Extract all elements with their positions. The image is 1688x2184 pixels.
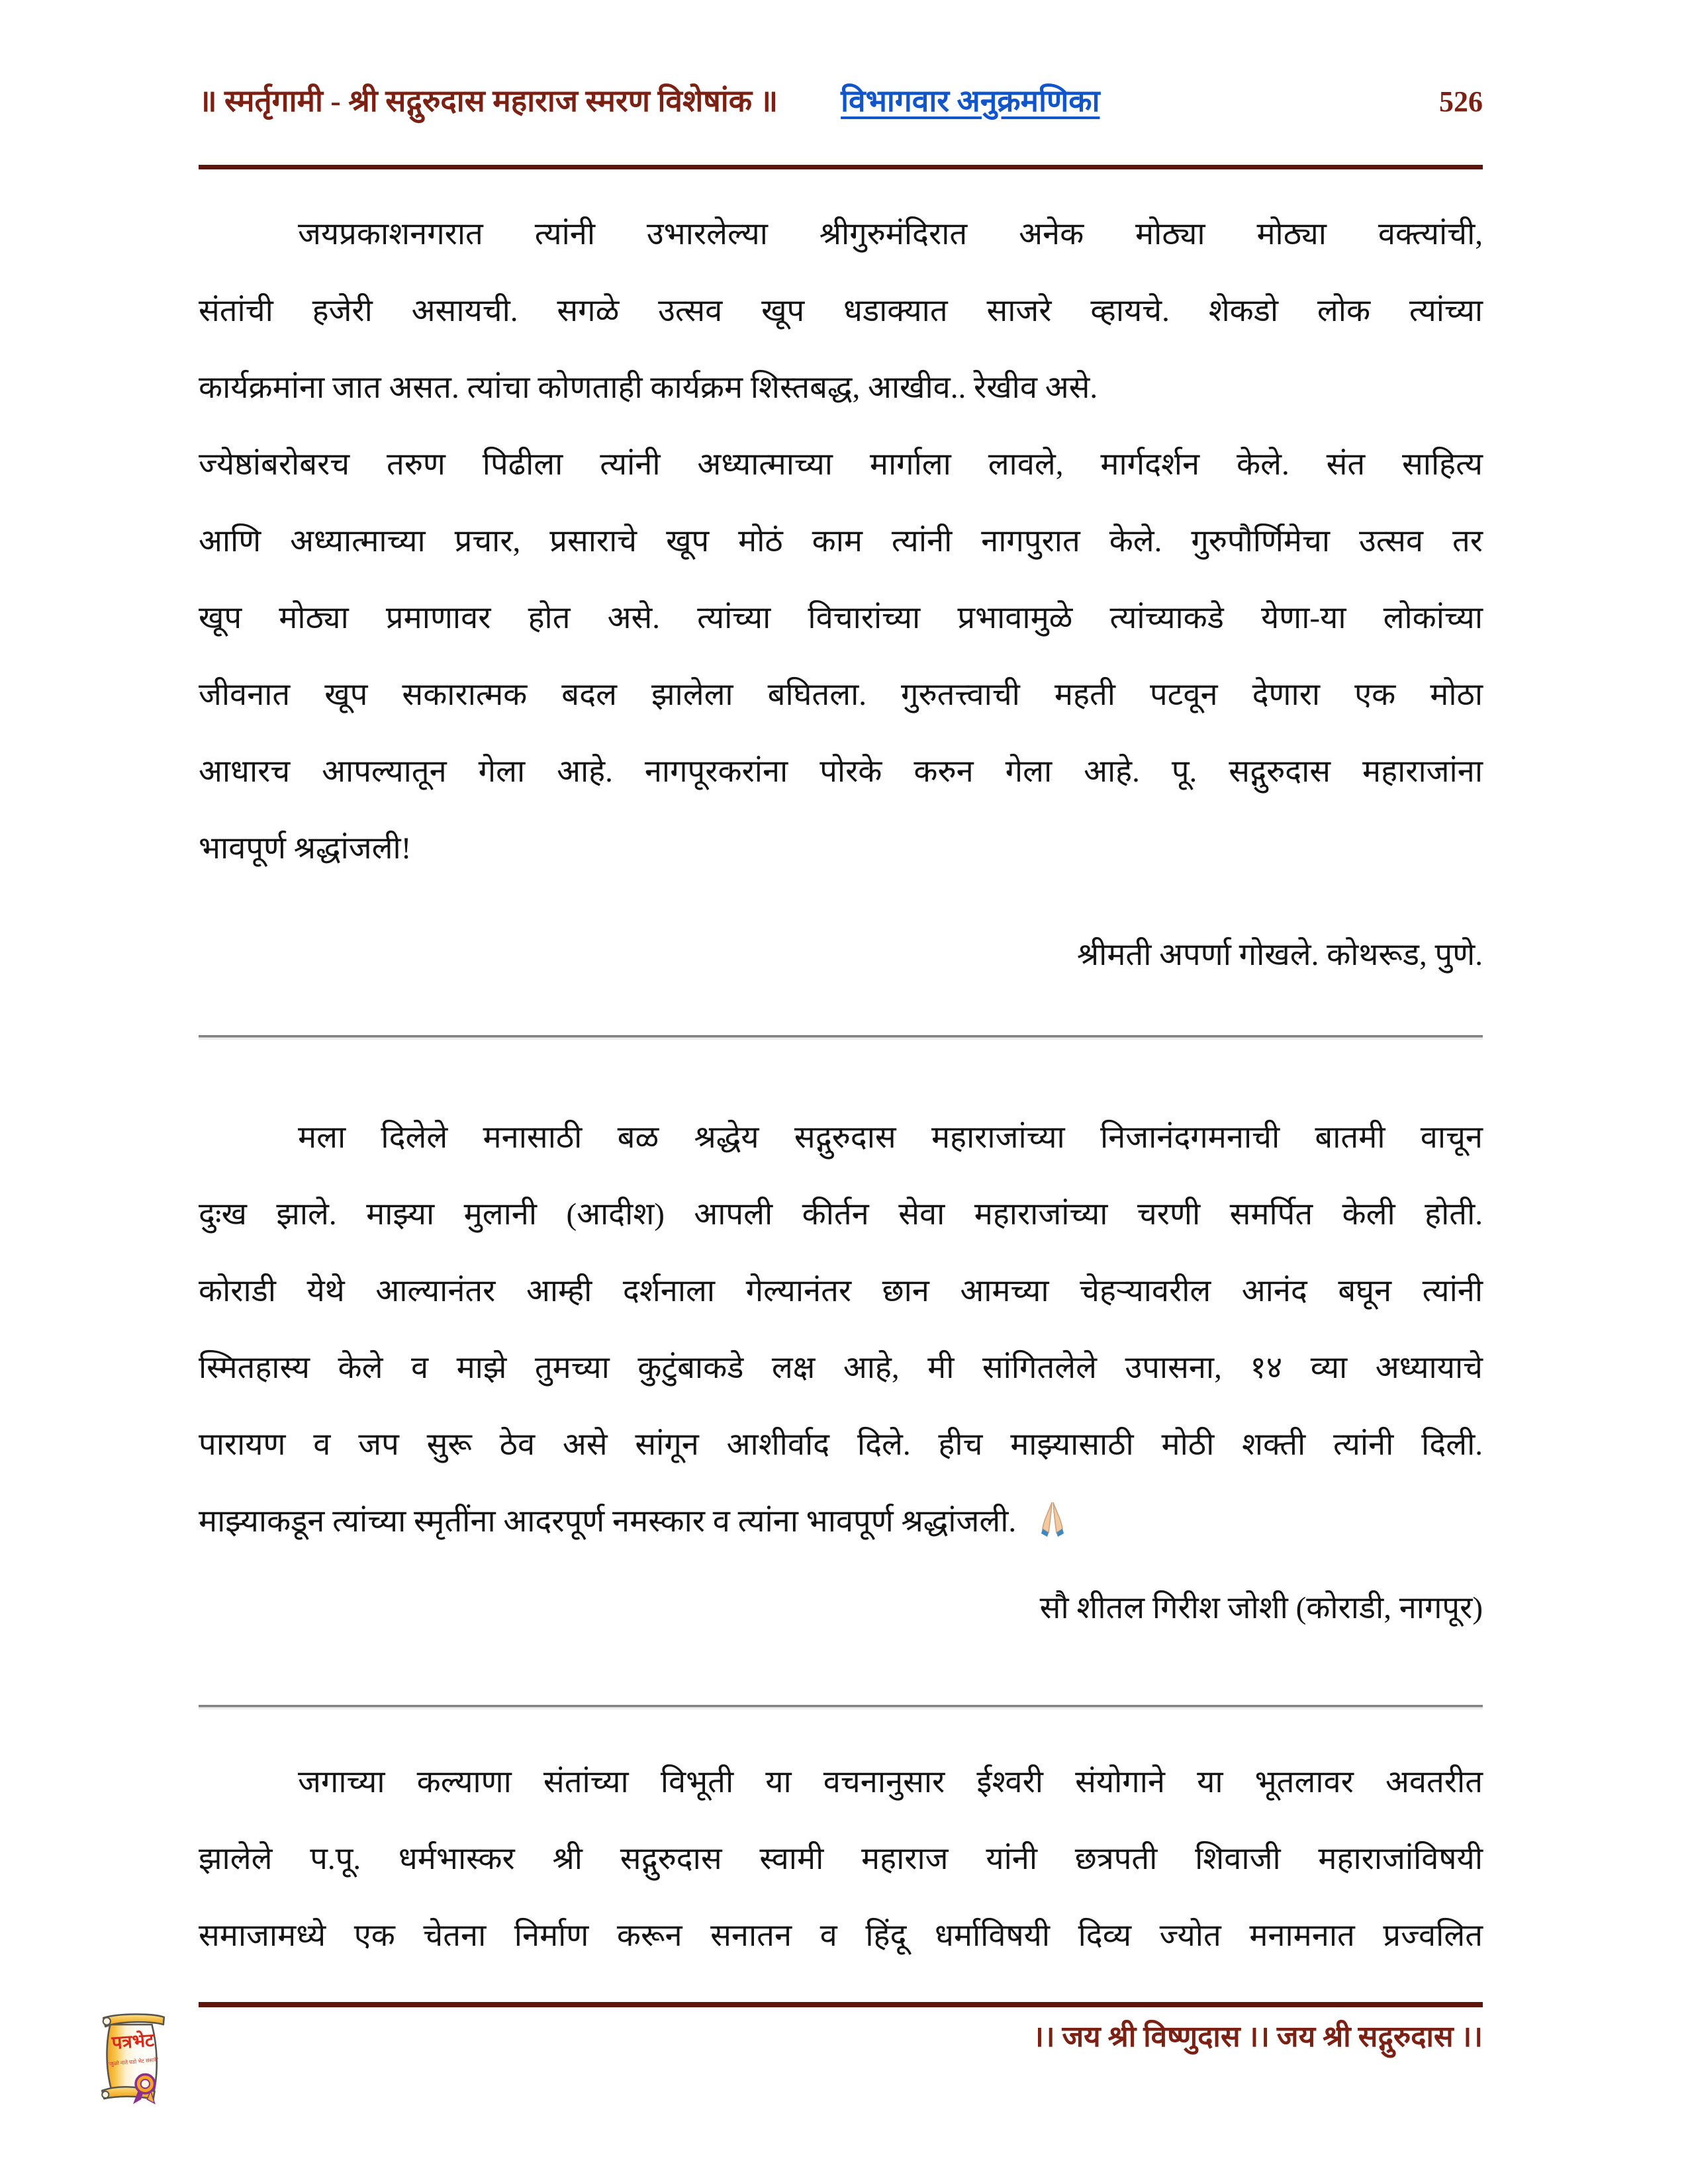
paragraph-line: माझ्याकडून त्यांच्या स्मृतींना आदरपूर्ण नमस्कार व त्यांना भावपूर्ण श्रद्धांजली. bbox=[199, 1483, 1483, 1560]
paragraph-line: पारायण व जप सुरू ठेव असे सांगून आशीर्वाद दिले. हीच माझ्यासाठी मोठी शक्ती त्यांनी दिली. bbox=[199, 1428, 1483, 1462]
paragraph-line: संतांची हजेरी असायची. सगळे उत्सव खूप धडाक्यात साजरे व्हायचे. शेकडो लोक त्यांच्या bbox=[199, 294, 1483, 328]
paragraph-line: जगाच्या कल्याणा संतांच्या विभूती या वचनानुसार ईश्वरी संयोगाने या भूतलावर अवतरीत bbox=[298, 1765, 1483, 1799]
paragraph-line: आणि अध्यात्माच्या प्रचार, प्रसाराचे खूप मोठं काम त्यांनी नागपुरात केले. गुरुपौर्णिमेचा उत्सव तर bbox=[199, 524, 1483, 559]
logo-tagline: "जुळो नाते घडो भेट संसारे" bbox=[107, 2056, 160, 2068]
paragraph-line: खूप मोठ्या प्रमाणावर होत असे. त्यांच्या विचारांच्या प्रभावामुळे त्यांच्याकडे येणा-या लोकांच्या bbox=[199, 601, 1483, 635]
page-header bbox=[199, 0, 1483, 124]
footer-text: ।। जय श्री विष्णुदास ।। जय श्री सद्गुरुदास ।। bbox=[1033, 2021, 1483, 2053]
paragraph-line: आधारच आपल्यातून गेला आहे. नागपूरकरांना पोरके करुन गेला आहे. पू. सद्गुरुदास महाराजांना bbox=[199, 754, 1483, 789]
paragraph-line: दुःख झाले. माझ्या मुलानी (आदीश) आपली कीर्तन सेवा महाराजांच्या चरणी समर्पित केली होती. bbox=[199, 1197, 1483, 1232]
paragraph-line: कोराडी येथे आल्यानंतर आम्ही दर्शनाला गेल्यानंतर छान आमच्या चेहऱ्यावरील आनंद बघून त्यांनी bbox=[199, 1274, 1483, 1308]
paragraph-line: मला दिलेले मनासाठी बळ श्रद्धेय सद्गुरुदास महाराजांच्या निजानंदगमनाची बातमी वाचून bbox=[298, 1120, 1483, 1155]
scroll-bottom-curl bbox=[102, 2091, 109, 2098]
rosette-inner bbox=[141, 2079, 150, 2088]
paragraph-line: स्मितहास्य केले व माझे तुमच्या कुटुंबाकडे लक्ष आहे, मी सांगितलेले उपासना, १४ व्या अध्यायाचे bbox=[199, 1351, 1483, 1385]
paragraph-line: जयप्रकाशनगरात त्यांनी उभारलेल्या श्रीगुरुमंदिरात अनेक मोठ्या मोठ्या वक्त्यांची, bbox=[298, 217, 1483, 251]
header-rule bbox=[199, 165, 1483, 169]
section-divider-2 bbox=[199, 1705, 1483, 1709]
footer-rule bbox=[199, 2002, 1483, 2007]
folded-hands-icon bbox=[1037, 1501, 1068, 1537]
paragraph-line: ज्येष्ठांबरोबरच तरुण पिढीला त्यांनी अध्यात्माच्या मार्गाला लावले, मार्गदर्शन केले. संत साहित्य bbox=[199, 447, 1483, 482]
patrabhet-logo bbox=[94, 2009, 171, 2105]
scroll-top-curl bbox=[103, 2017, 111, 2025]
signature-1: श्रीमती अपर्णा गोखले. कोथरूड, पुणे. bbox=[1076, 938, 1483, 972]
paragraph-line: समाजामध्ये एक चेतना निर्माण करून सनातन व हिंदू धर्माविषयी दिव्य ज्योत मनामनात प्रज्वलित bbox=[199, 1919, 1483, 1953]
paragraph-2 bbox=[199, 1099, 1483, 1560]
index-link[interactable]: विभागवार अनुक्रमणिका bbox=[841, 84, 1100, 118]
scroll-icon bbox=[94, 2009, 171, 2105]
signature-2: सौ शीतल गिरीश जोशी (कोराडी, नागपूर) bbox=[1039, 1591, 1483, 1625]
page-title: ॥ स्मर्तृगामी - श्री सद्गुरुदास महाराज स्मरण विशेषांक ॥ bbox=[199, 84, 778, 118]
content-column bbox=[199, 0, 1483, 2058]
paragraph-1 bbox=[199, 196, 1483, 887]
logo-title: पत्रभेट bbox=[111, 2030, 155, 2053]
paragraph-line: कार्यक्रमांना जात असत. त्यांचा कोणताही कार्यक्रम शिस्तबद्ध, आखीव.. रेखीव असे. bbox=[199, 371, 1098, 405]
paragraph-3 bbox=[199, 1744, 1483, 1974]
section-divider-1 bbox=[199, 1035, 1483, 1040]
paragraph-line: जीवनात खूप सकारात्मक बदल झालेला बघितला. गुरुतत्त्वाची महती पटवून देणारा एक मोठा bbox=[199, 678, 1483, 712]
paragraph-line: झालेले प.पू. धर्मभास्कर श्री सद्गुरुदास स्वामी महाराज यांनी छत्रपती शिवाजी महाराजांविषयी bbox=[199, 1842, 1483, 1876]
paragraph-line: भावपूर्ण श्रद्धांजली! bbox=[199, 831, 412, 866]
page-number: 526 bbox=[1439, 85, 1483, 118]
